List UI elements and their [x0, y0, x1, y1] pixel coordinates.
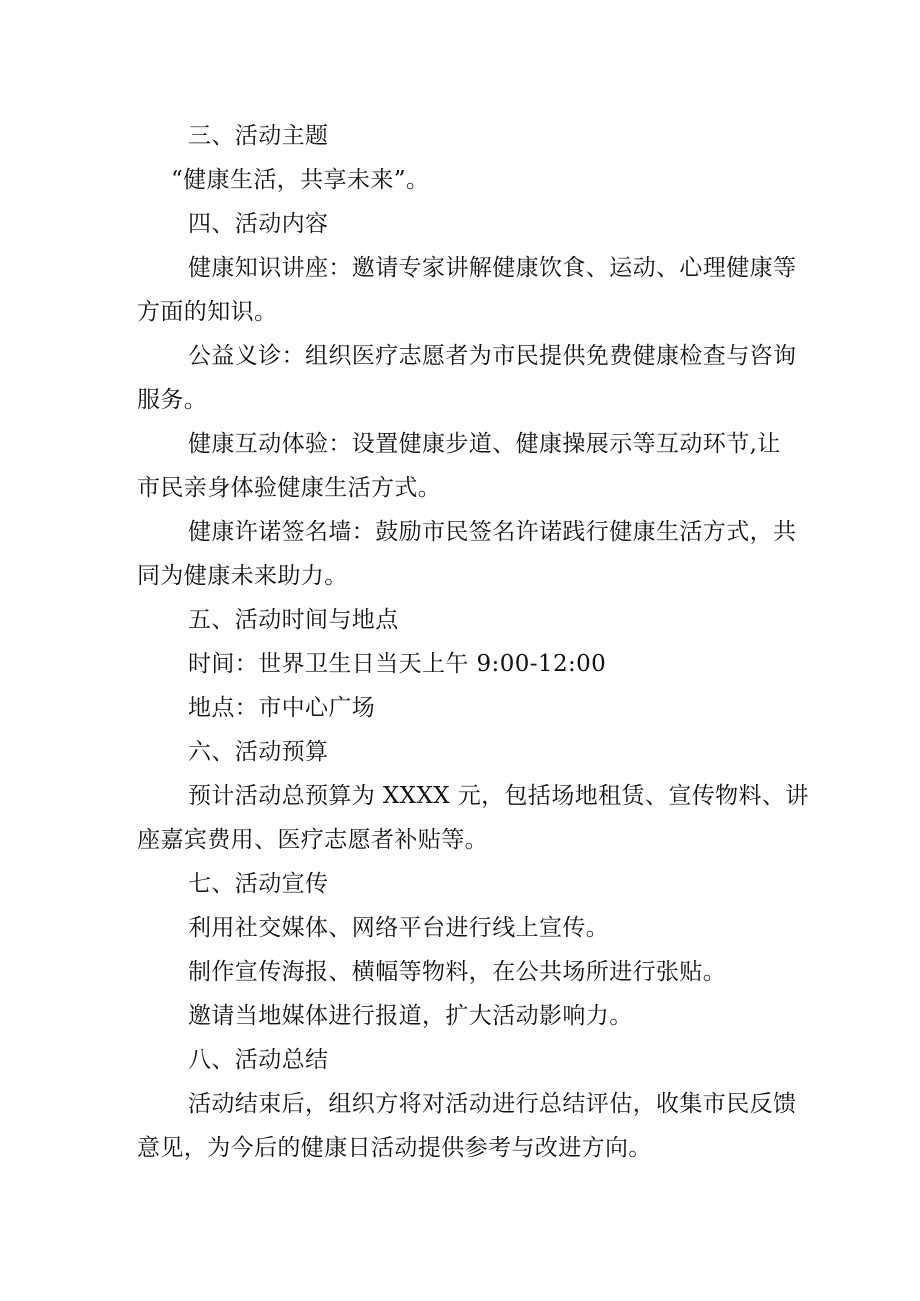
- summary-paragraph: [137, 1082, 797, 1170]
- section-3-heading: 三、活动主题: [188, 123, 329, 149]
- paragraph-line: 市民亲身体验健康生活方式。: [137, 475, 442, 501]
- paragraph-line: 活动结束后，组织方将对活动进行总结评估，收集市民反馈: [188, 1091, 797, 1117]
- section-7-heading: 七、活动宣传: [188, 871, 329, 897]
- content-item-signature-wall: [137, 510, 797, 598]
- paragraph-line: 座嘉宾费用、医疗志愿者补贴等。: [137, 827, 488, 853]
- paragraph-line: 预计活动总预算为 XXXX 元，包括场地租赁、宣传物料、讲: [188, 783, 809, 809]
- content-item-lecture: [137, 246, 797, 334]
- budget-paragraph: [137, 774, 809, 862]
- paragraph-line: 健康知识讲座：邀请专家讲解健康饮食、运动、心理健康等: [188, 255, 797, 281]
- section-8-heading: 八、活动总结: [188, 1047, 329, 1073]
- content-item-interactive: [137, 422, 787, 510]
- document-body: [137, 114, 809, 1170]
- event-time: 时间：世界卫生日当天上午 9:00-12:00: [188, 651, 607, 677]
- paragraph-line: 健康互动体验：设置健康步道、健康操展示等互动环节,让: [188, 431, 781, 457]
- promotion-item: 制作宣传海报、横幅等物料，在公共场所进行张贴。: [188, 959, 727, 985]
- paragraph-line: 公益义诊：组织医疗志愿者为市民提供免费健康检查与咨询: [188, 343, 797, 369]
- promotion-item: 邀请当地媒体进行报道，扩大活动影响力。: [188, 1003, 633, 1029]
- paragraph-line: 方面的知识。: [137, 299, 278, 325]
- paragraph-line: 服务。: [137, 387, 208, 413]
- promotion-item: 利用社交媒体、网络平台进行线上宣传。: [188, 915, 610, 941]
- theme-text: “健康生活，共享未来”。: [171, 167, 430, 193]
- content-item-clinic: [137, 334, 797, 422]
- paragraph-line: 意见，为今后的健康日活动提供参考与改进方向。: [137, 1135, 652, 1161]
- paragraph-line: 健康许诺签名墙：鼓励市民签名许诺践行健康生活方式，共: [188, 519, 797, 545]
- paragraph-line: 同为健康未来助力。: [137, 563, 348, 589]
- section-4-heading: 四、活动内容: [188, 211, 329, 237]
- event-place: 地点：市中心广场: [188, 695, 376, 721]
- section-6-heading: 六、活动预算: [188, 739, 329, 765]
- section-5-heading: 五、活动时间与地点: [188, 607, 399, 633]
